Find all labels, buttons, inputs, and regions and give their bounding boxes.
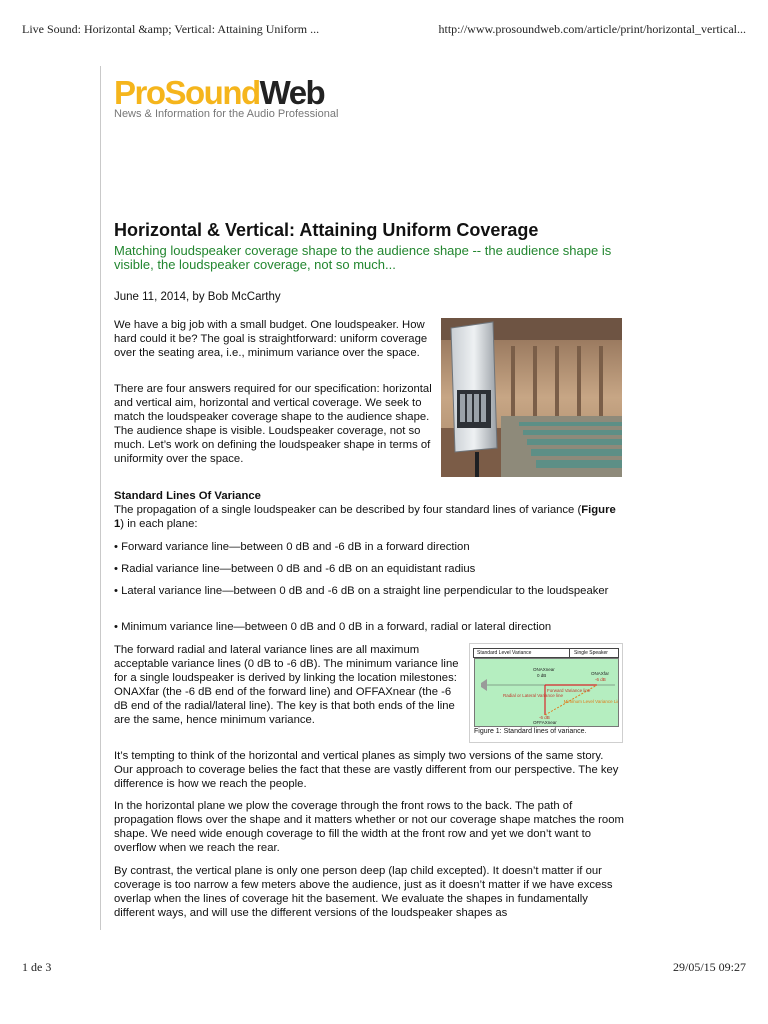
logo-brand-part2: Web (259, 74, 325, 111)
label-0db: 0 dB (537, 673, 547, 678)
figure-plot-area (474, 658, 619, 727)
bullet-radial: • Radial variance line—between 0 dB and -6 dB on an equidistant radius (114, 563, 476, 575)
article-dateline: June 11, 2014, by Bob McCarthy (114, 291, 281, 303)
page-number: 1 de 3 (22, 960, 52, 974)
section-intro: The propagation of a single loudspeaker can be described by four standard lines of variance (Figure 1) in each plane: (114, 504, 616, 530)
figure-diagram (475, 659, 618, 726)
bullet-minimum: • Minimum variance line—between 0 dB and 0 dB in a forward, radial or lateral direction (114, 621, 552, 633)
horizontal-plane-paragraph: In the horizontal plane we plow the coverage through the front rows to the back. The path of propagation flows over the shape and it matters whether or not our coverage shape matches the room shape. We need wide enough coverage to fill the width at the front row and yet we don’t want to overflow when we reach the rear. (114, 800, 624, 854)
figure-header-right: Single Speaker (569, 649, 619, 657)
figure-header-left: Standard Level Variance (477, 650, 532, 656)
speaker-symbol (481, 679, 487, 691)
tempting-paragraph: It’s tempting to think of the horizontal and vertical planes as simply two versions of the same story. Our approach to coverage belies the fact that these are vastly different from our perspective. The key difference is how we reach the people. (114, 750, 619, 790)
intro-paragraph-1: We have a big job with a small budget. One loudspeaker. How hard could it be? The goal is straightforward: uniform coverage over the seating area, i.e., minimum variance over the space. (114, 319, 428, 359)
article-subtitle: Matching loudspeaker coverage shape to the audience shape -- the audience shape is visible, the loudspeaker coverage, not so much... (114, 243, 612, 272)
label-onax-near: ONAXnear (533, 667, 555, 672)
label-offax-db: -6 dB (539, 715, 550, 720)
label-radial-line: Radial or Lateral Variance line (503, 693, 563, 698)
vertical-plane-paragraph: By contrast, the vertical plane is only one person deep (lap child excepted). It doesn’t matter if our coverage is too narrow a few meters above the audience, just as it doesn’t matter if we have excess overlap when the lines of coverage hit the basement. We evaluate the shapes in fundamentally different ways, and will use the different versions of the loudspeaker shapes as (114, 865, 613, 919)
intro-paragraph-2: There are four answers required for our specification: horizontal and vertical aim, horizontal and vertical coverage. We seek to match the loudspeaker coverage shape to the audience shape. The audience shape is visible. Loudspeaker coverage, not so much. Let’s work on defining the loudspeaker shape in terms of uniformity over the space. (114, 383, 432, 465)
prosoundweb-logo[interactable] (114, 76, 338, 120)
label-forward-line: Forward Variance line (547, 688, 591, 693)
article-title: Horizontal & Vertical: Attaining Uniform Coverage (114, 220, 539, 240)
photo-illustration (441, 318, 622, 477)
logo-tagline: News & Information for the Audio Professional (114, 108, 339, 120)
bullet-forward: • Forward variance line—between 0 dB and -6 dB in a forward direction (114, 541, 470, 553)
figure-1-reference: Figure 1 (114, 504, 616, 530)
forward-radial-paragraph: The forward radial and lateral variance lines are all maximum acceptable variance lines (0 dB to -6 dB). The minimum variance line for a single loudspeaker is derived by linking the location milestones: ONAXfar (the -6 dB end of the forward line) and OFFAXnear (the -6 dB end of the radial/lateral line). The key is that both ends of the line are the same, hence minimum variance. (114, 644, 459, 726)
content-divider (100, 66, 101, 930)
browser-page-title: Live Sound: Horizontal &amp; Vertical: Attaining Uniform ... (22, 22, 320, 36)
figure-caption: Figure 1: Standard lines of variance. (474, 728, 587, 735)
figure-1-standard-lines (469, 643, 623, 743)
print-timestamp: 29/05/15 09:27 (672, 960, 746, 974)
label-min-line: Minimum Level Variance Line (563, 699, 618, 704)
label-offax-near: OFFAXnear (533, 720, 557, 725)
bullet-lateral: • Lateral variance line—between 0 dB and -6 dB on a straight line perpendicular to the loudspeaker (114, 585, 609, 597)
browser-url[interactable]: http://www.prosoundweb.com/article/print/horizontal_vertical... (438, 22, 746, 36)
standard-lines-section (114, 489, 624, 531)
section-heading: Standard Lines Of Variance (114, 490, 261, 502)
logo-brand-part1: ProSound (114, 74, 260, 111)
label-minus6: -6 dB (595, 677, 606, 682)
figure-header (473, 648, 619, 658)
label-onax-far: ONAXfar (591, 671, 610, 676)
loudspeaker-auditorium-photo (441, 318, 622, 477)
